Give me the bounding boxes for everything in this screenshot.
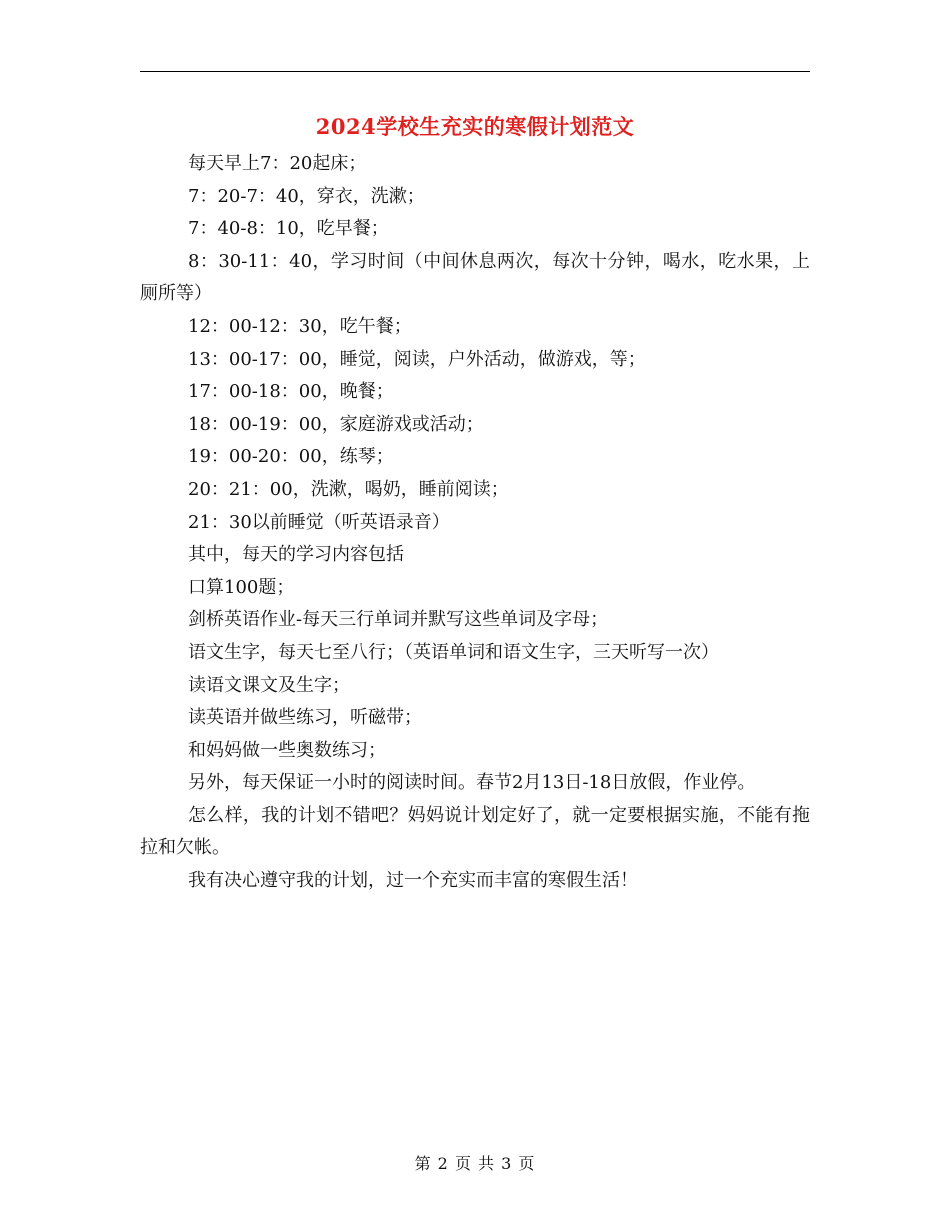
paragraph-lunch: 12：00-12：30，吃午餐；	[188, 315, 412, 337]
paragraph-english-homework: 剑桥英语作业-每天三行单词并默写这些单词及字母；	[188, 609, 609, 631]
paragraph-plan-review: 怎么样，我的计划不错吧？妈妈说计划定好了，就一定要根据实施，不能有拖拉和欠帐。	[140, 804, 810, 859]
paragraph-family-time: 18：00-19：00，家庭游戏或活动；	[188, 413, 484, 435]
page-number-footer: 第 2 页 共 3 页	[414, 1154, 536, 1173]
paragraph-chinese-characters: 语文生字，每天七至八行；（英语单词和语文生字，三天听写一次）	[188, 641, 719, 663]
paragraph-dressing: 7：20-7：40，穿衣，洗漱；	[188, 185, 425, 207]
paragraph-breakfast: 7：40-8：10，吃早餐；	[188, 218, 389, 240]
paragraph-afternoon: 13：00-17：00，睡觉，阅读，户外活动，做游戏，等；	[188, 348, 646, 370]
paragraph-english-reading: 读英语并做些练习，听磁带；	[188, 707, 422, 729]
paragraph-conclusion: 我有决心遵守我的计划，过一个充实而丰富的寒假生活！	[188, 870, 638, 892]
paragraph-chinese-reading: 读语文课文及生字；	[188, 674, 350, 696]
paragraph-dinner: 17：00-18：00，晚餐；	[188, 381, 394, 403]
paragraph-bedtime: 21：30以前睡觉（听英语录音）	[188, 511, 450, 533]
paragraph-wake-up: 每天早上7：20起床；	[188, 153, 367, 174]
paragraph-mental-math: 口算100题；	[188, 576, 295, 598]
paragraph-reading-holiday: 另外，每天保证一小时的阅读时间。春节2月13日-18日放假，作业停。	[188, 772, 756, 794]
paragraph-study-time: 8：30-11：40，学习时间（中间休息两次，每次十分钟，喝水，吃水果，上厕所等）	[140, 250, 810, 305]
paragraph-evening-routine: 20：21：00，洗漱，喝奶，睡前阅读；	[188, 478, 509, 500]
paragraph-olympiad-math: 和妈妈做一些奥数练习；	[188, 739, 386, 761]
header-rule	[140, 71, 810, 72]
document-body	[140, 148, 810, 898]
document-title: 2024学校生充实的寒假计划范文	[315, 114, 635, 139]
paragraph-piano: 19：00-20：00，练琴；	[188, 446, 394, 468]
paragraph-study-intro: 其中，每天的学习内容包括	[188, 544, 404, 566]
